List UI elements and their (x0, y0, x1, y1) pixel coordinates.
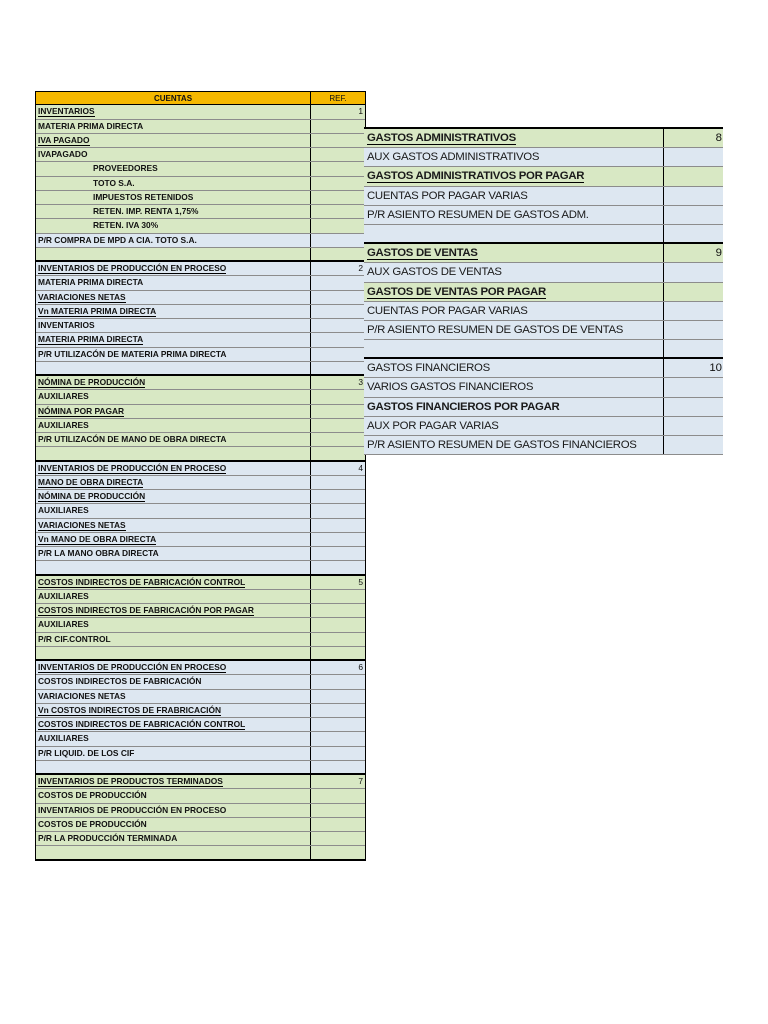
ledger-account-name (36, 804, 310, 817)
expenses-ref-cell (663, 187, 723, 205)
ledger-account-text: VARIACIONES NETAS (38, 690, 126, 701)
ledger-account-text: AUXILIARES (38, 391, 89, 402)
ledger-ref-cell (310, 804, 365, 817)
ledger-account-text: COSTOS INDIRECTOS DE FABRICACIÓN POR PAGAR (38, 605, 254, 615)
ledger-ref-cell (310, 604, 365, 617)
ledger-account-name (36, 732, 310, 745)
expenses-account-text: AUX GASTOS ADMINISTRATIVOS (367, 151, 540, 164)
ledger-account-name (36, 561, 310, 573)
ledger-row (36, 504, 365, 518)
ledger-account-text: AUXILIARES (38, 590, 89, 601)
ledger-account-name (36, 718, 310, 731)
ledger-ref-cell (310, 618, 365, 631)
ledger-ref-cell (310, 134, 365, 147)
ledger-ref-cell (310, 832, 365, 845)
column-header-cuentas: CUENTAS (153, 94, 193, 103)
ledger-ref-cell (310, 718, 365, 731)
expenses-account-text: CUENTAS POR PAGAR VARIAS (367, 189, 528, 202)
ledger-account-name (36, 533, 310, 546)
ledger-account-text: MATERIA PRIMA DIRECTA (38, 277, 144, 288)
ledger-account-text: AUXILIARES (38, 619, 89, 630)
ledger-account-name (36, 205, 310, 218)
ledger-row (36, 547, 365, 561)
ledger-ref-cell (310, 633, 365, 646)
ledger-ref-cell (310, 390, 365, 403)
ledger-row (36, 234, 365, 248)
expenses-row (364, 187, 723, 206)
ledger-account-name (36, 319, 310, 332)
ledger-account-text: P/R LA PRODUCCIÓN TERMINADA (38, 833, 178, 843)
ledger-ref-cell (310, 205, 365, 218)
expenses-ref-cell: 9 (663, 244, 723, 262)
ledger-account-name (36, 690, 310, 703)
expenses-ref-cell (663, 436, 723, 454)
ledger-account-text: COSTOS DE PRODUCCIÓN (38, 818, 147, 829)
ledger-ref-cell (310, 519, 365, 532)
ledger-row (36, 647, 365, 661)
ledger-row (36, 291, 365, 305)
ledger-account-name (36, 276, 310, 289)
expenses-ledger (364, 127, 723, 455)
ledger-row (36, 348, 365, 362)
ledger-row (36, 789, 365, 803)
ledger-account-text: COSTOS INDIRECTOS DE FABRICACIÓN CONTROL (38, 719, 246, 729)
ledger-account-name (36, 462, 310, 475)
ledger-row (36, 675, 365, 689)
ledger-account-name (36, 219, 310, 232)
ledger-account-name (36, 846, 310, 858)
ledger-row (36, 832, 365, 846)
ledger-row (36, 618, 365, 632)
ledger-account-text: NÓMINA POR PAGAR (38, 405, 125, 416)
expenses-ref-cell (663, 148, 723, 166)
ledger-account-text: RETEN. IMP. RENTA 1,75% (93, 206, 199, 216)
ledger-account-name (36, 504, 310, 517)
ledger-row (36, 105, 365, 119)
expenses-ref-cell (663, 225, 723, 242)
expenses-account-text: VARIOS GASTOS FINANCIEROS (367, 381, 534, 394)
ledger-ref-cell (310, 533, 365, 546)
ledger-row (36, 519, 365, 533)
expenses-row (364, 167, 723, 186)
ledger-account-text: AUXILIARES (38, 733, 89, 744)
ledger-ref-cell (310, 291, 365, 304)
ledger-ref-cell (310, 148, 365, 161)
expenses-row (364, 436, 723, 455)
ledger-row (36, 405, 365, 419)
ledger-account-name (36, 490, 310, 503)
ledger-ref-cell (310, 690, 365, 703)
expenses-ref-cell (663, 167, 723, 185)
ledger-row (36, 590, 365, 604)
ledger-row (36, 704, 365, 718)
ledger-ref-cell (310, 305, 365, 318)
ledger-row (36, 818, 365, 832)
expenses-account-text: GASTOS DE VENTAS POR PAGAR (367, 285, 546, 298)
expenses-ref-cell: 10 (663, 359, 723, 377)
ledger-account-name (36, 661, 310, 674)
expenses-account-name (364, 187, 663, 205)
ledger-ref-cell (310, 504, 365, 517)
column-header-ref: REF. (310, 92, 365, 104)
ledger-ref-cell (310, 447, 365, 459)
ledger-ref-cell (310, 248, 365, 260)
ledger-account-name (36, 362, 310, 374)
ledger-row (36, 604, 365, 618)
ledger-ref-cell (310, 675, 365, 688)
expenses-account-text: P/R ASIENTO RESUMEN DE GASTOS ADM. (367, 208, 589, 221)
expenses-ref-cell (663, 263, 723, 281)
ledger-ref-cell (310, 789, 365, 802)
ledger-row (36, 633, 365, 647)
ledger-ref-cell (310, 219, 365, 232)
ledger-account-name (36, 177, 310, 190)
ledger-ref-cell: 3 (310, 376, 365, 389)
ledger-account-text: P/R UTILIZACÓN DE MANO DE OBRA DIRECTA (38, 434, 227, 444)
accounts-ledger (35, 91, 366, 861)
ledger-account-text: P/R COMPRA DE MPD A CIA. TOTO S.A. (38, 234, 197, 245)
ledger-account-text: INVENTARIOS DE PRODUCCIÓN EN PROCESO (38, 263, 227, 273)
ledger-account-name (36, 675, 310, 688)
ledger-account-name (36, 291, 310, 304)
expenses-account-name (364, 129, 663, 147)
ledger-ref-cell (310, 120, 365, 133)
ledger-account-name (36, 633, 310, 646)
ledger-ref-cell (310, 405, 365, 418)
ledger-row (36, 690, 365, 704)
ledger-ref-cell (310, 818, 365, 831)
ledger-row (36, 120, 365, 134)
expenses-row (364, 302, 723, 321)
ledger-ref-cell: 5 (310, 576, 365, 589)
ledger-account-name (36, 120, 310, 133)
ledger-row (36, 747, 365, 761)
ledger-ref-cell (310, 704, 365, 717)
ledger-account-name (36, 134, 310, 147)
expenses-account-text: GASTOS DE VENTAS (367, 247, 478, 260)
ledger-row (36, 305, 365, 319)
ledger-ref-cell (310, 433, 365, 446)
ledger-account-name (36, 618, 310, 631)
ledger-account-text: INVENTARIOS DE PRODUCCIÓN EN PROCESO (38, 662, 227, 672)
ledger-account-text: AUXILIARES (38, 505, 89, 516)
expenses-ref-cell: 8 (663, 129, 723, 147)
ledger-ref-cell (310, 647, 365, 659)
expenses-account-name (364, 359, 663, 377)
ledger-row (36, 661, 365, 675)
expenses-row (364, 129, 723, 148)
expenses-body (364, 129, 723, 455)
ledger-account-name (36, 761, 310, 773)
ledger-row (36, 333, 365, 347)
ledger-ref-cell (310, 162, 365, 175)
ledger-row (36, 162, 365, 176)
ledger-row (36, 262, 365, 276)
ledger-row (36, 177, 365, 191)
ledger-row (36, 276, 365, 290)
ledger-account-name (36, 789, 310, 802)
ledger-ref-cell (310, 191, 365, 204)
ledger-account-text: COSTOS INDIRECTOS DE FABRICACIÓN CONTROL (38, 576, 246, 587)
ledger-account-name (36, 747, 310, 760)
expenses-account-text: GASTOS FINANCIEROS (367, 362, 490, 375)
ledger-ref-cell: 7 (310, 775, 365, 788)
ledger-ref-cell (310, 747, 365, 760)
expenses-ref-cell (663, 283, 723, 301)
expenses-account-name (364, 321, 663, 339)
ledger-account-text: INVENTARIOS DE PRODUCCIÓN EN PROCESO (38, 462, 227, 473)
expenses-ref-cell (663, 302, 723, 320)
ledger-account-name (36, 234, 310, 247)
expenses-account-name (364, 148, 663, 166)
ledger-ref-cell (310, 547, 365, 560)
expenses-account-name (364, 244, 663, 262)
expenses-account-name (364, 436, 663, 454)
ledger-account-name (36, 547, 310, 560)
ledger-row (36, 761, 365, 775)
expenses-account-name (364, 283, 663, 301)
ledger-row (36, 248, 365, 262)
ledger-row (36, 447, 365, 461)
ledger-account-text: P/R LIQUID. DE LOS CIF (38, 747, 135, 758)
expenses-account-text: GASTOS ADMINISTRATIVOS (367, 132, 516, 144)
expenses-account-name (364, 417, 663, 435)
ledger-ref-cell (310, 333, 365, 346)
ledger-account-text: P/R CIF.CONTROL (38, 633, 111, 644)
ledger-row (36, 148, 365, 162)
ledger-ref-cell: 4 (310, 462, 365, 475)
expenses-row (364, 148, 723, 167)
ledger-account-name (36, 818, 310, 831)
ledger-account-text: COSTOS INDIRECTOS DE FABRICACIÓN (38, 676, 202, 687)
ledger-row (36, 533, 365, 547)
ledger-account-text: MATERIA PRIMA DIRECTA (38, 334, 144, 345)
ledger-ref-cell (310, 490, 365, 503)
expenses-account-name (364, 167, 663, 185)
ledger-account-name (36, 405, 310, 418)
ledger-ref-cell: 1 (310, 105, 365, 118)
ledger-row (36, 576, 365, 590)
expenses-account-name (364, 225, 663, 242)
ledger-account-name (36, 105, 310, 118)
ledger-account-text: Vn MANO DE OBRA DIRECTA (38, 533, 157, 544)
ledger-row (36, 419, 365, 433)
ledger-account-name (36, 148, 310, 161)
ledger-account-name (36, 305, 310, 318)
ledger-account-name (36, 262, 310, 275)
ledger-row (36, 775, 365, 789)
ledger-account-text: INVENTARIOS DE PRODUCCIÓN EN PROCESO (38, 804, 227, 815)
expenses-row (364, 283, 723, 302)
ledger-ref-cell (310, 362, 365, 374)
ledger-ref-cell (310, 177, 365, 190)
expenses-row (364, 321, 723, 340)
ledger-row (36, 433, 365, 447)
ledger-ref-cell (310, 419, 365, 432)
expenses-account-name (364, 206, 663, 224)
ledger-account-name (36, 447, 310, 459)
ledger-account-text: INVENTARIOS DE PRODUCTOS TERMINADOS (38, 776, 223, 786)
ledger-account-name (36, 419, 310, 432)
ledger-row (36, 319, 365, 333)
expenses-account-name (364, 340, 663, 357)
ledger-row (36, 804, 365, 818)
ledger-account-name (36, 390, 310, 403)
ledger-body (36, 105, 365, 860)
ledger-row (36, 476, 365, 490)
ledger-account-name (36, 775, 310, 788)
expenses-ref-cell (663, 378, 723, 396)
expenses-row (364, 225, 723, 244)
expenses-row (364, 359, 723, 378)
ledger-ref-cell (310, 276, 365, 289)
expenses-account-text: GASTOS ADMINISTRATIVOS POR PAGAR (367, 170, 585, 183)
ledger-row (36, 561, 365, 575)
ledger-row (36, 718, 365, 732)
ledger-account-text: INVENTARIOS (38, 320, 95, 330)
ledger-account-text: P/R LA MANO OBRA DIRECTA (38, 548, 159, 558)
ledger-account-name (36, 590, 310, 603)
ledger-row (36, 191, 365, 205)
ledger-account-text: MANO DE OBRA DIRECTA (38, 476, 144, 487)
expenses-row (364, 340, 723, 359)
ledger-row (36, 219, 365, 233)
expenses-account-name (364, 302, 663, 320)
ledger-account-text: RETEN. IVA 30% (93, 220, 159, 231)
ledger-account-name (36, 647, 310, 659)
ledger-account-name (36, 433, 310, 446)
ledger-row (36, 846, 365, 860)
ledger-row (36, 205, 365, 219)
ledger-row (36, 732, 365, 746)
ledger-row (36, 134, 365, 148)
ledger-ref-cell (310, 348, 365, 361)
ledger-account-text: TOTO S.A. (93, 177, 135, 188)
expenses-row (364, 263, 723, 282)
ledger-row (36, 362, 365, 376)
expenses-account-name (364, 398, 663, 416)
ledger-account-name (36, 191, 310, 204)
ledger-account-text: NÓMINA DE PRODUCCIÓN (38, 491, 146, 501)
ledger-ref-cell: 2 (310, 262, 365, 275)
ledger-account-text: MATERIA PRIMA DIRECTA (38, 120, 144, 131)
ledger-account-name (36, 476, 310, 489)
ledger-account-name (36, 348, 310, 361)
ledger-ref-cell: 6 (310, 661, 365, 674)
expenses-account-text: AUX POR PAGAR VARIAS (367, 419, 499, 432)
ledger-account-name (36, 162, 310, 175)
ledger-account-text: PROVEEDORES (93, 163, 158, 174)
ledger-account-name (36, 519, 310, 532)
ledger-ref-cell (310, 476, 365, 489)
ledger-account-name (36, 333, 310, 346)
ledger-account-text: VARIACIONES NETAS (38, 291, 126, 302)
expenses-row (364, 244, 723, 263)
ledger-account-text: IVAPAGADO (38, 149, 88, 159)
ledger-ref-cell (310, 590, 365, 603)
ledger-account-text: IVA PAGADO (38, 134, 90, 145)
expenses-ref-cell (663, 321, 723, 339)
expenses-account-text: P/R ASIENTO RESUMEN DE GASTOS DE VENTAS (367, 323, 624, 336)
ledger-row (36, 390, 365, 404)
ledger-account-text: VARIACIONES NETAS (38, 519, 126, 530)
ledger-account-name (36, 376, 310, 389)
ledger-account-text: P/R UTILIZACÓN DE MATERIA PRIMA DIRECTA (38, 348, 227, 359)
ledger-account-text: INVENTARIOS (38, 106, 95, 117)
ledger-account-name (36, 704, 310, 717)
ledger-account-text: Vn COSTOS INDIRECTOS DE FRABRICACIÓN (38, 704, 222, 715)
expenses-row (364, 378, 723, 397)
ledger-ref-cell (310, 319, 365, 332)
ledger-ref-cell (310, 234, 365, 247)
expenses-ref-cell (663, 206, 723, 224)
ledger-account-name (36, 832, 310, 845)
expenses-account-text: P/R ASIENTO RESUMEN DE GASTOS FINANCIEROS (367, 439, 637, 451)
expenses-row (364, 417, 723, 436)
ledger-account-name (36, 248, 310, 260)
ledger-account-name (36, 604, 310, 617)
expenses-row (364, 398, 723, 417)
expenses-account-name (364, 263, 663, 281)
expenses-account-name (364, 378, 663, 396)
ledger-account-text: COSTOS DE PRODUCCIÓN (38, 790, 147, 801)
ledger-ref-cell (310, 846, 365, 858)
ledger-ref-cell (310, 732, 365, 745)
ledger-account-text: IMPUESTOS RETENIDOS (93, 191, 194, 202)
ledger-account-text: AUXILIARES (38, 419, 89, 430)
ledger-ref-cell (310, 561, 365, 573)
expenses-account-text: AUX GASTOS DE VENTAS (367, 266, 502, 279)
ledger-account-text: Vn MATERIA PRIMA DIRECTA (38, 305, 157, 316)
ledger-row (36, 490, 365, 504)
expenses-ref-cell (663, 398, 723, 416)
expenses-row (364, 206, 723, 225)
ledger-ref-cell (310, 761, 365, 773)
expenses-ref-cell (663, 340, 723, 357)
expenses-account-text: GASTOS FINANCIEROS POR PAGAR (367, 400, 560, 413)
ledger-row (36, 462, 365, 476)
expenses-account-text: CUENTAS POR PAGAR VARIAS (367, 304, 528, 317)
ledger-header-row (36, 91, 365, 105)
ledger-account-name (36, 576, 310, 589)
ledger-account-text: NÓMINA DE PRODUCCIÓN (38, 377, 146, 387)
ledger-row (36, 376, 365, 390)
expenses-ref-cell (663, 417, 723, 435)
